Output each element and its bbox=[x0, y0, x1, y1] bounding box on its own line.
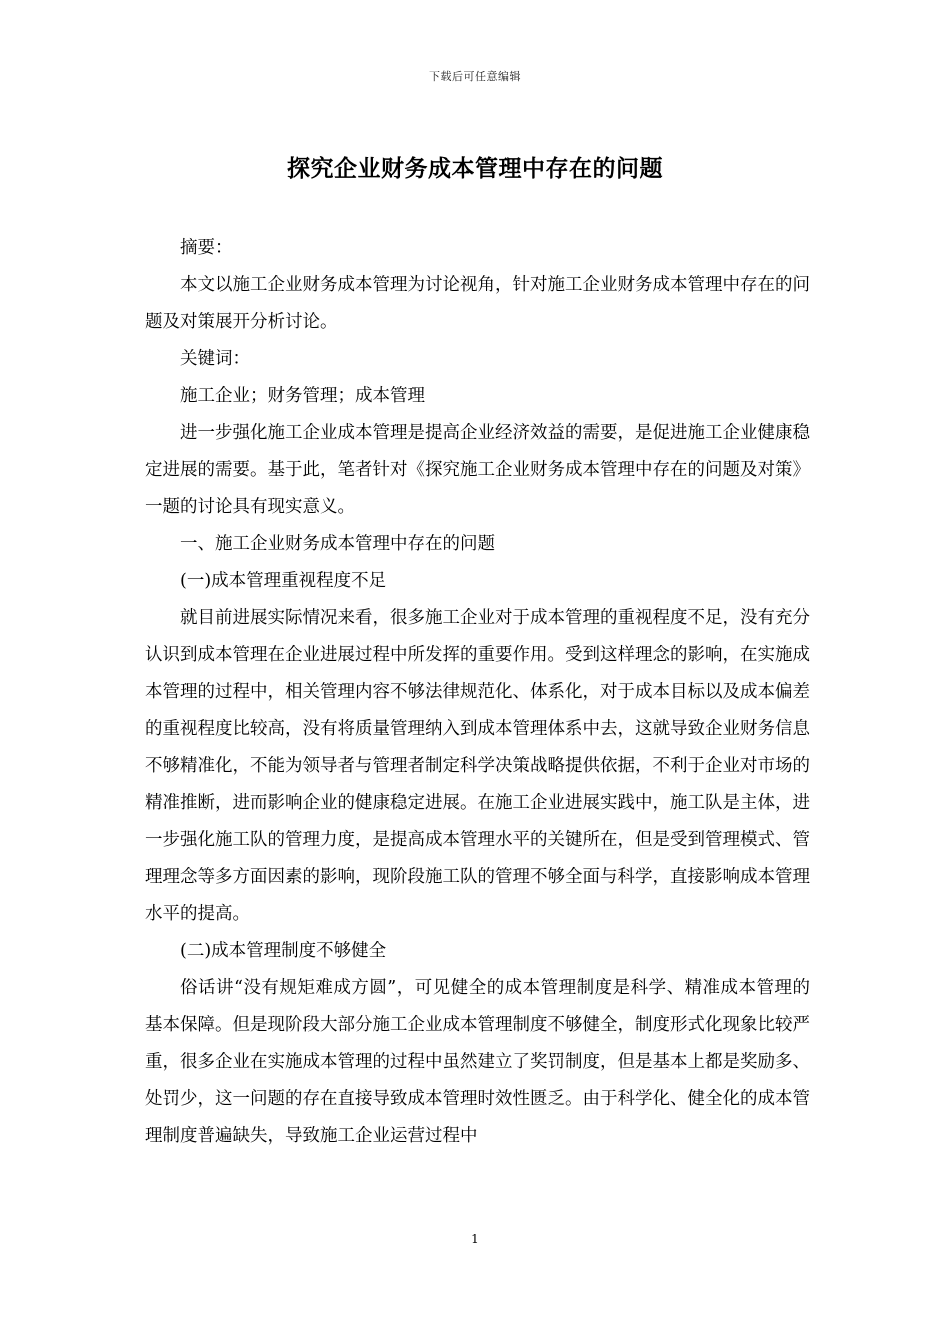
section-heading-1: 一、施工企业财务成本管理中存在的问题 bbox=[180, 534, 495, 554]
keywords-text: 施工企业；财务管理；成本管理 bbox=[180, 386, 425, 406]
subsection-heading-1: (一)成本管理重视程度不足 bbox=[180, 571, 387, 591]
abstract-heading: 摘要： bbox=[180, 238, 233, 258]
body-paragraph-1: 就目前进展实际情况来看，很多施工企业对于成本管理的重视程度不足，没有充分认识到成本管理在企业进展过程中所发挥的重要作用。受到这样理念的影响，在实施成本管理的过程中，相关管理内容不够法律规范化、体系化，对于成本目标以及成本偏差的重视程度比较高，没有将质量管理纳入到成本管理体系中去，这就导致企业财务信息不够精准化，不能为领导者与管理者制定科学决策战略提供依据，不利于企业对市场的精准推断，进而影响企业的健康稳定进展。在施工企业进展实践中，施工队是主体，进一步强化施工队的管理力度，是提高成本管理水平的关键所在，但是受到管理模式、管理理念等多方面因素的影响，现阶段施工队的管理不够全面与科学，直接影响成本管理水平的提高。 bbox=[145, 608, 810, 924]
document-title: 探究企业财务成本管理中存在的问题 bbox=[287, 155, 663, 182]
header-note: 下载后可任意编辑 bbox=[429, 70, 521, 83]
page-number: 1 bbox=[471, 1232, 479, 1246]
keywords-heading: 关键词： bbox=[180, 349, 250, 369]
abstract-text: 本文以施工企业财务成本管理为讨论视角，针对施工企业财务成本管理中存在的问题及对策展开分析讨论。 bbox=[145, 275, 810, 332]
subsection-heading-2: (二)成本管理制度不够健全 bbox=[180, 941, 387, 961]
document-body bbox=[145, 230, 810, 1155]
intro-paragraph: 进一步强化施工企业成本管理是提高企业经济效益的需要，是促进施工企业健康稳定进展的需要。基于此，笔者针对《探究施工企业财务成本管理中存在的问题及对策》一题的讨论具有现实意义。 bbox=[145, 423, 810, 517]
body-paragraph-2: 俗话讲“没有规矩难成方圆”，可见健全的成本管理制度是科学、精准成本管理的基本保障。但是现阶段大部分施工企业成本管理制度不够健全，制度形式化现象比较严重，很多企业在实施成本管理的过程中虽然建立了奖罚制度，但是基本上都是奖励多、处罚少，这一问题的存在直接导致成本管理时效性匮乏。由于科学化、健全化的成本管理制度普遍缺失，导致施工企业运营过程中 bbox=[145, 978, 810, 1146]
